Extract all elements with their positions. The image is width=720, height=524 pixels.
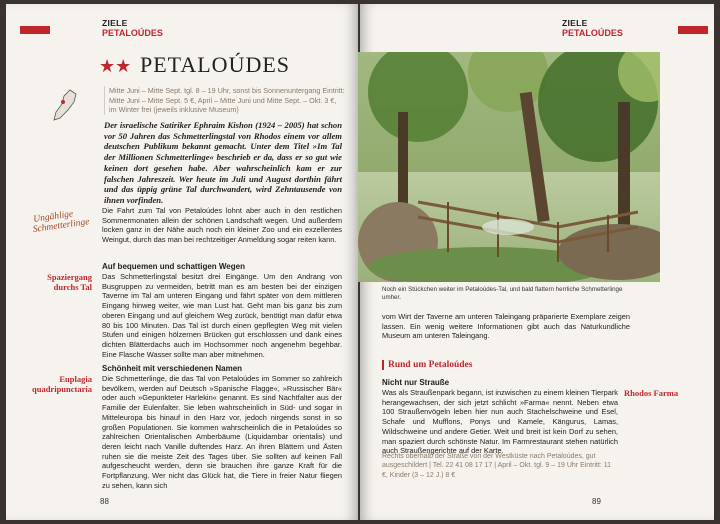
margin-note-species: Euplagia quadripunctaria bbox=[32, 374, 92, 394]
lead-paragraph: Der israelische Satiriker Ephraim Kishon (1924 – 2005) hat schon vor 50 Jahren das Schmetterlingstal von Rhodos einem vor allem deutschen Publikum bekannt gemacht. Unter dem Titel »Im Tal der Millionen Schmetterlinge« beschrieb er da, dass er so gut wie keinen dort gesehen habe. Aber wahrscheinlich kam er zur falschen Jahreszeit. Wer heute im Juli und August dorthin fährt und das üppig grüne Tal durchwandert, wird Zehntausende von ihnen vorfinden. bbox=[104, 120, 342, 205]
red-tab-marker bbox=[678, 26, 708, 34]
paragraph-paths: Das Schmetterlingstal besitzt drei Eingänge. Um den Andrang von Busgruppen zu vermeiden, betritt man es am besten bei der einzigen Taverne im Tal am unteren Eingang und fährt später von dem mittleren Eingang hinweg weiter, wie man Lust hat. Geht man bis ganz bis zum oberen Eingang und auf gleichem Weg zurück, benötigt man dafür etwa 80 bis 100 Minuten. Das Tal ist durch einen gepflegten Weg mit vielen Stufen und einigen hölzernen Brücken gut erschlossen und dank eines dichten Blätterdachs auch im Hochsommer noch angenehm begehbar. Eine Flasche Wasser sollte man aber mitnehmen. bbox=[102, 272, 342, 359]
photo-caption: Noch ein Stückchen weiter im Petaloúdes-Tal, und bald flattern herrliche Schmetterlinge umher. bbox=[382, 286, 623, 301]
handwritten-note: Ungählige Schmetterlinge bbox=[32, 209, 91, 235]
opening-hours-info: Mitte Juni – Mitte Sept. tgl. 8 – 19 Uhr, sonst bis Sonnenuntergang Eintritt: Mitte Juni – Mitte Sept. 5 €, April – Mitte Juni und Mitte Sept. – Okt. 3 €, im Winter frei (jeweils inklusive Museum) bbox=[104, 86, 345, 115]
left-page bbox=[6, 4, 358, 520]
red-tab-marker bbox=[20, 26, 50, 34]
paragraph-intro: Die Fahrt zum Tal von Petaloúdes lohnt aber auch in den restlichen Sommermonaten allein der schönen Landschaft wegen. Und außerdem locken ganz in der Nähe auch noch ein kleiner Zoo und ein exzellentes Weingut, durch das man bei rechtzeitiger Anmeldung sogar reiten kann. bbox=[102, 206, 342, 245]
section-header: ZIELE PETALOÚDES bbox=[562, 18, 623, 38]
forest-bridge-image bbox=[358, 52, 660, 282]
subheading-ostriches: Nicht nur Strauße bbox=[382, 378, 450, 387]
page-title: PETALOÚDES bbox=[140, 52, 291, 77]
farm-address-info: Rechts oberhalb der Straße von der Westküste nach Petaloúdes, gut ausgeschildert | Tel. 22 41 08 17 17 | April – Okt. tgl. 9 – 19 Uhr Eintritt: 11 €, Kinder (3 – 12 J.) 8 € bbox=[382, 453, 612, 479]
margin-note-farm: Rhodos Farma bbox=[624, 388, 679, 398]
section-header: ZIELE PETALOÚDES bbox=[102, 18, 163, 38]
margin-note-walk: Spaziergang durchs Tal bbox=[47, 272, 92, 292]
subheading-paths: Auf bequemen und schattigen Wegen bbox=[102, 262, 245, 271]
paragraph-continued: vom Wirt der Taverne am unteren Taleingang präparierte Exemplare zeigen lassen. Ein wenig weitere Informationen gibt auch das Naturkundliche Museum am unteren Taleingang. bbox=[382, 312, 630, 341]
subheading-names: Schönheit mit verschiedenen Namen bbox=[102, 364, 243, 373]
paragraph-names: Die Schmetterlinge, die das Tal von Petaloúdes im Sommer so zahlreich bevölkern, werden auf Deutsch »Spanische Flagge«, »Russischer Bär« oder auch »Gepunkteter Harlekin« genannt. Es sind Nachtfalter aus der Familie der Eulenfalter. Sie leben wahrscheinlich in Süd- und sogar in Mitteleuropa bis hinauf in den Harz vor, jedoch nirgends sonst in so großen Populationen. Sie kommen wahrscheinlich die in Petaloúdes so zahlreichen Orientalischen Amberbäume (Liquidambar orientalis) und deren leicht nach Vanille duftendes Harz. An ihren Blättern und Ästen ruhen sie die meiste Zeit des Tages über. Sie sollten auf keinen Fall aufgescheucht werden, denn sie brauchen ihre ganze Kraft für die Fortpflanzung. Wer nicht das Glück hat, die Tiere in freier Natur fliegen zu sehen, kann sich bbox=[102, 374, 342, 490]
valley-photo bbox=[358, 52, 660, 282]
rating-stars: ★★ bbox=[99, 56, 132, 76]
info-box-title: Rund um Petaloúdes bbox=[382, 360, 472, 370]
page-number-right: 89 bbox=[592, 497, 601, 506]
paragraph-farm: Was als Straußenpark begann, ist inzwischen zu einem kleinen Tierpark herangewachsen, der sich jetzt schlicht »Farma« nennt. Neben etwa 100 Straußenvögeln leben hier nun auch Stachelschweine und Esel, Schafe und Mufflons, Ponys und Kamele, Kängurus, Lamas, Wildschweine und andere Getier. Weit und breit ist kein Dorf zu sehen, man spaziert durch schönste Natur. Im Farmrestaurant stehen natürlich auch Straußengerichte auf der Karte. bbox=[382, 388, 618, 456]
rhodes-map-icon bbox=[46, 88, 86, 124]
page-number-left: 88 bbox=[100, 497, 109, 506]
